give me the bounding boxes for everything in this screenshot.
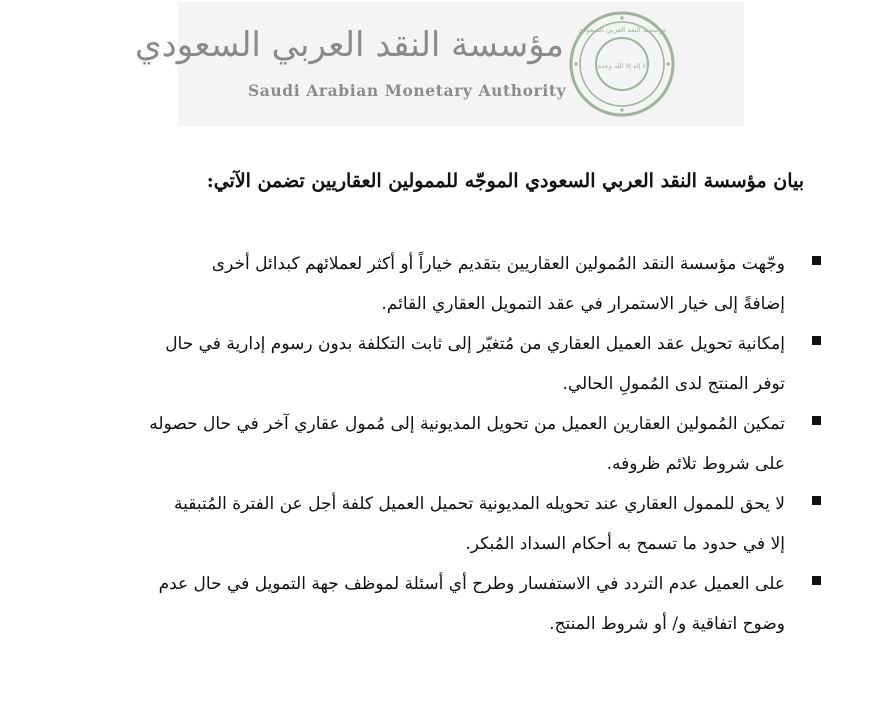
list-item-line1: على العميل عدم التردد في الاستفسار وطرح أي أسئلة لموظف جهة التمويل في حال عدم — [158, 574, 785, 594]
list-item-line1: تمكين المُمولين العقارين العميل من تحويل المديونية إلى مُمول عقاري آخر في حال حصوله — [149, 414, 785, 434]
list-item-line2: على شروط تلائم ظروفه. — [606, 454, 785, 474]
list-item-line1: وجّهت مؤسسة النقد المُمولين العقاريين بتقديم خياراً أو أكثر لعملائهم كبدائل أخرى — [211, 254, 785, 274]
seal-ring-text: مؤسسة النقد العربي السعودي — [577, 26, 667, 34]
seal-center-text: لا إله إلا الله وحده — [597, 62, 647, 70]
logo-arabic-text: مؤسسة النقد العربي السعودي — [135, 25, 564, 65]
logo-wordmark — [135, 20, 567, 110]
square-bullet-icon — [812, 576, 821, 585]
logo-english-text: Saudi Arabian Monetary Authority — [248, 81, 567, 100]
list-item-line2: إلا في حدود ما تسمح به أحكام السداد المُبكر. — [465, 534, 785, 554]
list-item — [70, 404, 825, 484]
sama-seal-icon — [568, 10, 676, 118]
square-bullet-icon — [812, 496, 821, 505]
square-bullet-icon — [812, 256, 821, 265]
list-item — [70, 244, 825, 324]
square-bullet-icon — [812, 416, 821, 425]
list-item — [70, 484, 825, 564]
list-item-line2: توفر المنتج لدى المُمولِ الحالي. — [562, 374, 785, 394]
list-item-line2: إضافةً إلى خيار الاستمرار في عقد التمويل العقاري القائم. — [381, 294, 785, 314]
statement-title: بيان مؤسسة النقد العربي السعودي الموجّه للممولين العقاريين تضمن الآتي: — [206, 170, 804, 192]
list-item-line1: إمكانية تحويل عقد العميل العقاري من مُتغيّر إلى ثابت التكلفة بدون رسوم إدارية في حال — [165, 334, 785, 354]
list-item — [70, 324, 825, 404]
list-item-line2: وضوح اتفاقية و/ أو شروط المنتج. — [549, 614, 785, 634]
square-bullet-icon — [812, 336, 821, 345]
list-item-line1: لا يحق للممول العقاري عند تحويله المديونية تحميل العميل كلفة أجل عن الفترة المُتبقية — [174, 494, 785, 514]
list-item — [70, 564, 825, 644]
statement-list — [70, 244, 825, 644]
